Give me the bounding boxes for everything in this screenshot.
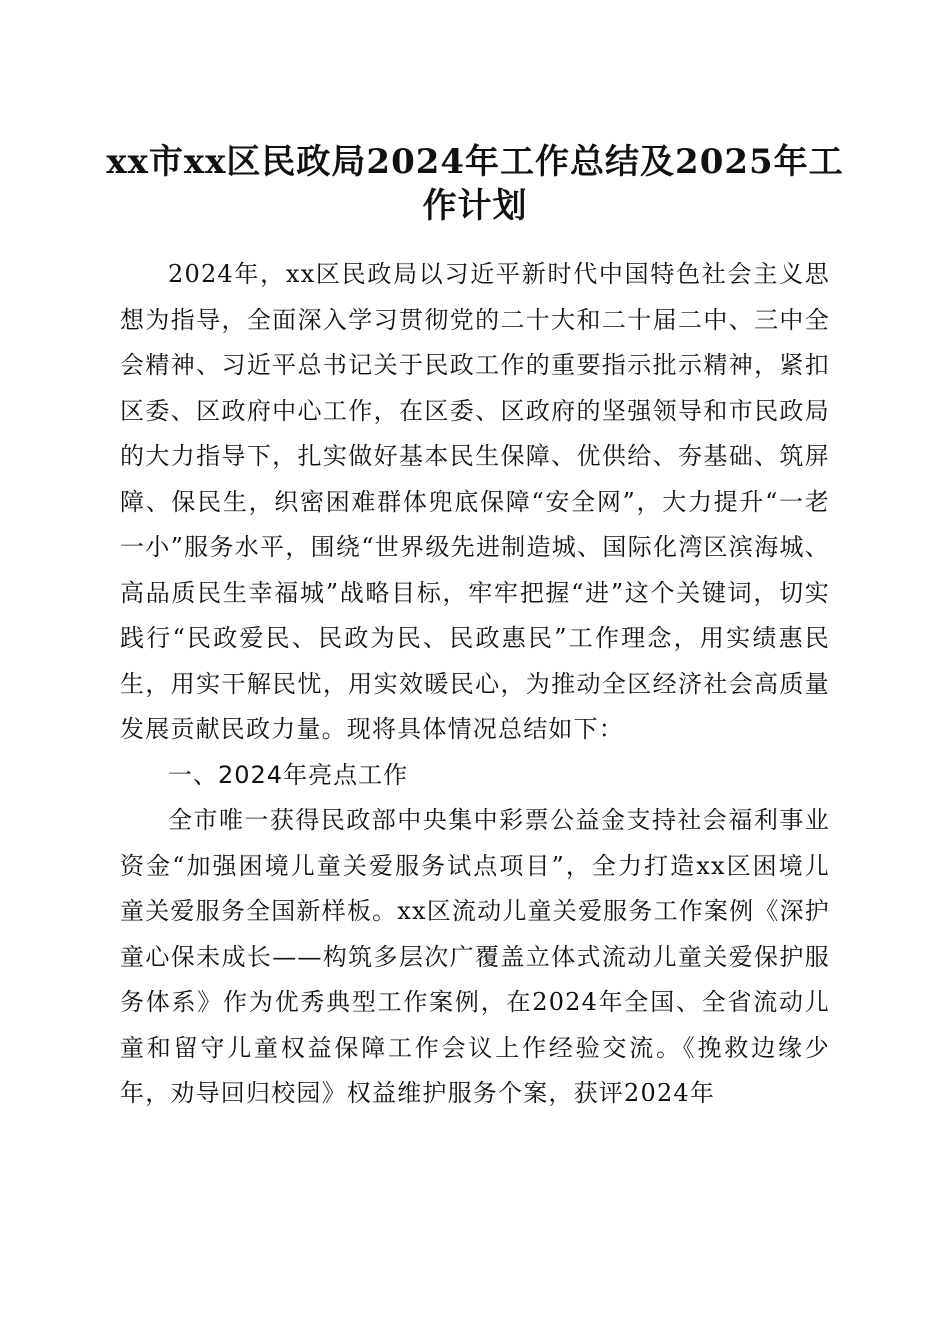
highlight-paragraph: 全市唯一获得民政部中央集中彩票公益金支持社会福利事业资金“加强困境儿童关爱服务试点项目”，全力打造xx区困境儿童关爱服务全国新样板。xx区流动儿童关爱服务工作案例《深护童心保未成长——构筑多层次广覆盖立体式流动儿童关爱保护服务体系》作为优秀典型工作案例，在2024年全国、全省流动儿童和留守儿童权益保障工作会议上作经验交流。《挽救边缘少年，劝导回归校园》权益维护服务个案，获评2024年 <box>120 806 830 1107</box>
intro-paragraph: 2024年，xx区民政局以习近平新时代中国特色社会主义思想为指导，全面深入学习贯彻党的二十大和二十届二中、三中全会精神、习近平总书记关于民政工作的重要指示批示精神，紧扣区委、区政府中心工作，在区委、区政府的坚强领导和市民政局的大力指导下，扎实做好基本民生保障、优供给、夯基础、筑屏障、保民生，织密困难群体兜底保障“安全网”，大力提升“一老一小”服务水平，围绕“世界级先进制造城、国际化湾区滨海城、高品质民生幸福城”战略目标，牢牢把握“进”这个关键词，切实践行“民政爱民、民政为民、民政惠民”工作理念，用实绩惠民生，用实干解民忧，用实效暖民心，为推动全区经济社会高质量发展贡献民政力量。现将具体情况总结如下： <box>120 260 830 743</box>
section-heading: 一、2024年亮点工作 <box>168 760 409 789</box>
document-body <box>120 252 830 1117</box>
document-title: xx市xx区民政局2024年工作总结及2025年工作计划 <box>106 142 844 226</box>
